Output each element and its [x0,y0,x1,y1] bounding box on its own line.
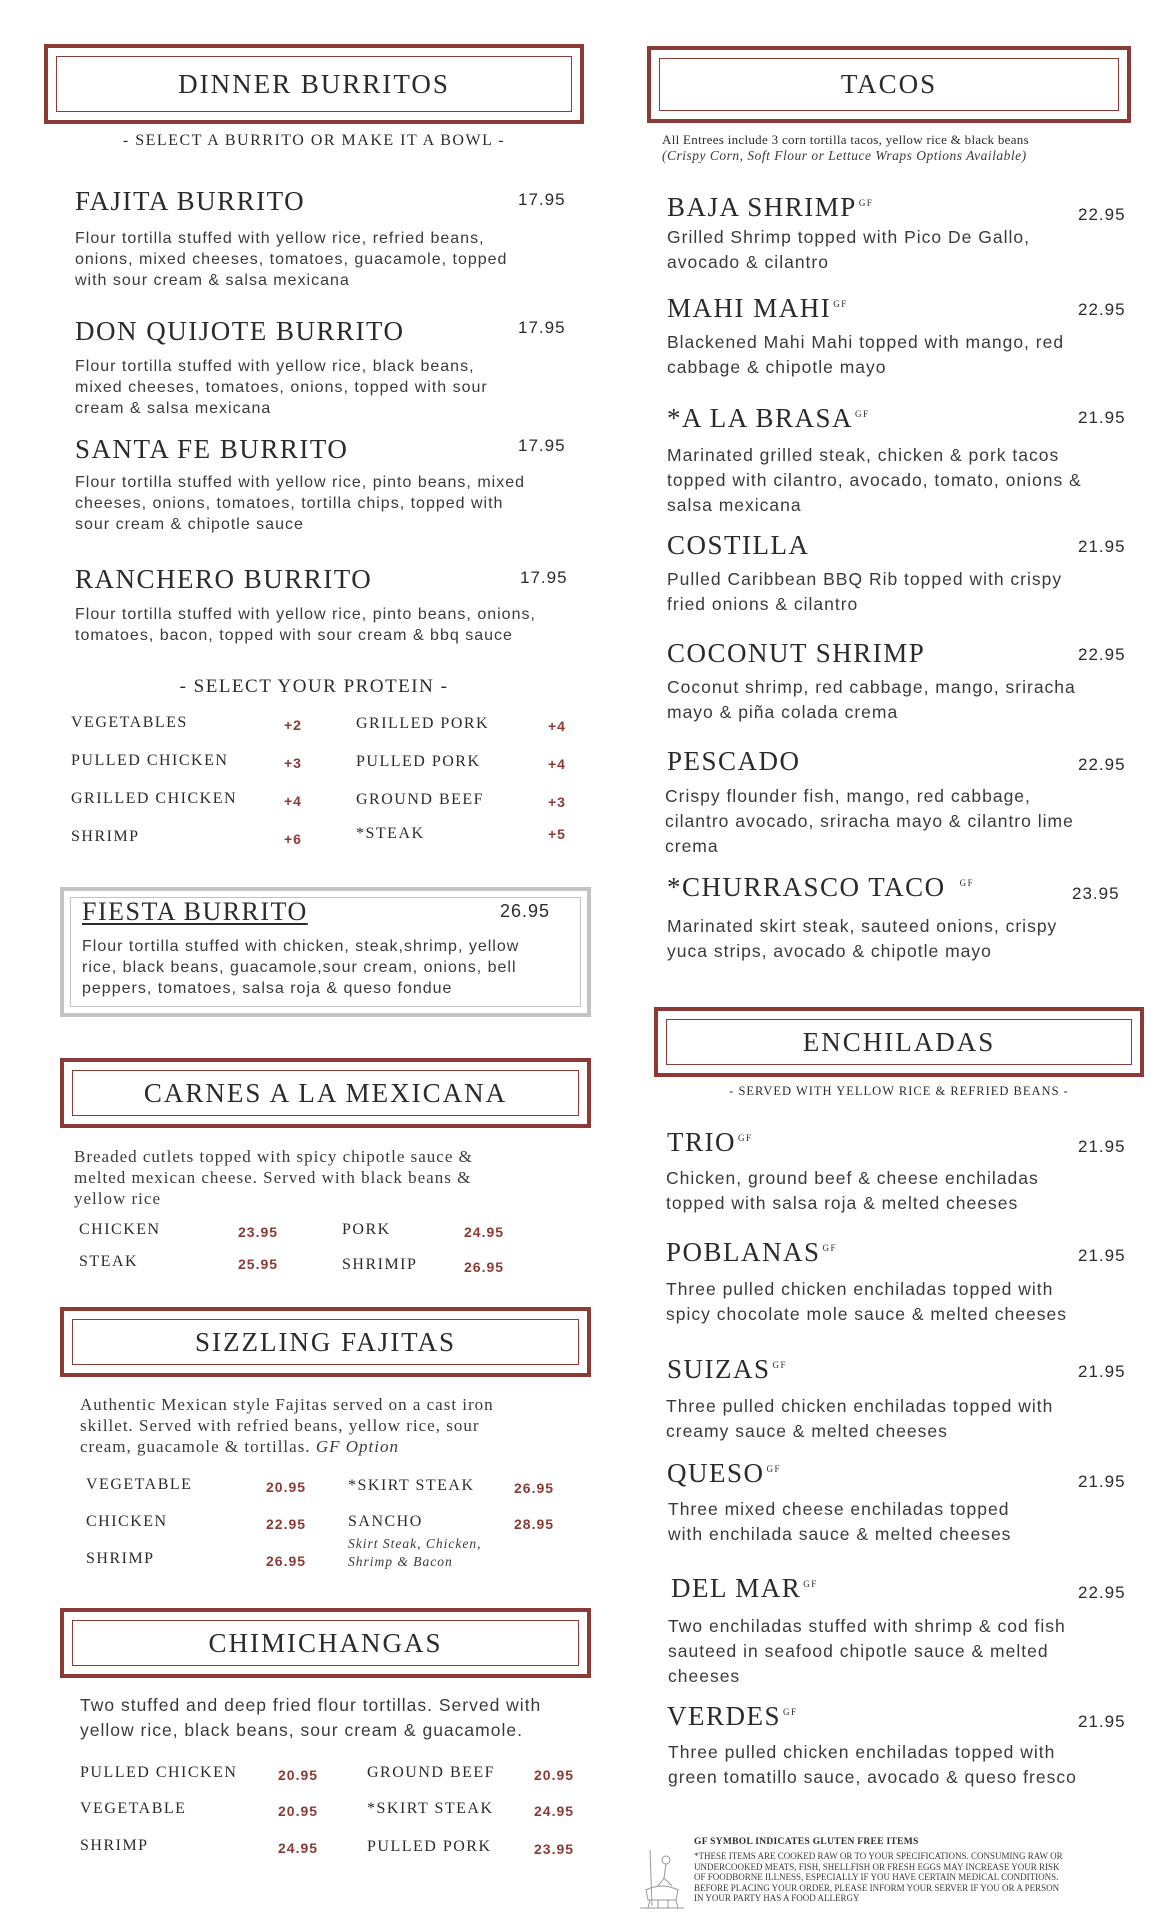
gf-badge: GF [858,198,874,208]
chimi-option-name: VEGETABLE [80,1800,187,1817]
disclaimer-line: BEFORE PLACING YOUR ORDER, PLEASE INFORM YOUR SERVER IF YOU OR A PERSON [694,1882,1060,1893]
enchilada-name-text: VERDES [667,1701,782,1731]
note-line: Skirt Steak, Chicken, [348,1536,482,1551]
enchilada-name-text: SUIZAS [667,1354,771,1384]
desc-line: Marinated grilled steak, chicken & pork tacos [667,445,1060,465]
desc-line: rice, black beans, guacamole,sour cream, onions, bell [82,959,517,976]
desc-line: Flour tortilla stuffed with yellow rice, black beans, [75,358,475,375]
desc-line: Marinated skirt steak, sauteed onions, crispy [667,916,1058,936]
enchilada-name [667,1701,798,1732]
desc-line: cheeses, onions, tomatoes, tortilla chips, topped with [75,495,504,512]
taco-name-text: *A LA BRASA [667,403,854,433]
fajitas-option-price: 20.95 [266,1479,307,1495]
taco-desc [667,914,1127,964]
desc-line: crema [665,836,719,856]
desc-line: Crispy flounder fish, mango, red cabbage, [665,786,1031,806]
desc-line: cilantro avocado, sriracha mayo & cilantro lime [665,811,1074,831]
gf-badge: GF [803,1579,818,1589]
desc-line: salsa mexicana [667,495,802,515]
desc-line: Chicken, ground beef & cheese enchiladas [666,1168,1039,1188]
burritos-subtitle: - SELECT A BURRITO OR MAKE IT A BOWL - [122,132,506,149]
enchilada-name-text: DEL MAR [671,1573,802,1603]
desc-line: Blackened Mahi Mahi topped with mango, red [667,332,1065,352]
enchilada-name [671,1573,818,1604]
desc-line: Two stuffed and deep fried flour tortillas. Served with [80,1695,542,1715]
fajitas-option-price: 22.95 [266,1516,307,1532]
desc-line: mayo & piña colada crema [667,702,899,722]
gf-badge: GF [959,878,975,888]
desc-line: peppers, tomatoes, salsa roja & queso fondue [82,980,453,997]
protein-name: SHRIMP [71,828,140,845]
enchiladas-header [654,1007,1144,1077]
taco-name [667,192,873,223]
taco-desc [667,443,1137,518]
chimi-option-price: 24.95 [534,1803,575,1819]
chimichangas-title: CHIMICHANGAS [208,1627,443,1658]
dinner-burritos-header [44,44,584,124]
chimi-option-name: GROUND BEEF [367,1764,496,1781]
desc-line: cream, guacamole & tortillas. [80,1437,311,1456]
fajitas-option-name: SHRIMP [86,1550,155,1567]
desc-line: avocado & cilantro [667,252,829,272]
enchilada-desc [668,1497,1138,1547]
protein-price: +6 [284,831,302,847]
fiesta-burrito-name: FIESTA BURRITO [82,897,308,926]
chimi-option-name: SHRIMP [80,1837,149,1854]
fiesta-burrito-price: 26.95 [500,901,551,921]
enchilada-desc [666,1166,1136,1216]
taco-price: 22.95 [1078,300,1126,319]
desc-line: creamy sauce & melted cheeses [666,1421,948,1441]
desc-line: green tomatillo sauce, avocado & queso fresco [668,1767,1077,1787]
desc-line: Flour tortilla stuffed with chicken, steak,shrimp, yellow [82,938,520,955]
chimi-option-name: PULLED CHICKEN [80,1764,238,1781]
enchilada-name-text: QUESO [667,1458,765,1488]
enchilada-price: 21.95 [1078,1712,1126,1731]
don-quijote-illustration-icon [636,1846,686,1910]
enchilada-desc [666,1394,1136,1444]
desc-line: spicy chocolate mole sauce & melted cheeses [666,1304,1067,1324]
protein-name: GRILLED CHICKEN [71,790,238,807]
carnes-option-price: 25.95 [238,1256,279,1272]
protein-price: +4 [284,793,302,809]
enchilada-name [666,1237,837,1268]
fajitas-option-price: 28.95 [514,1516,555,1532]
desc-line: Coconut shrimp, red cabbage, mango, sriracha [667,677,1076,697]
desc-line: onions, mixed cheeses, tomatoes, guacamole, topped [75,251,508,268]
fiesta-burrito-desc [82,936,582,999]
gf-option-note: GF Option [315,1437,399,1456]
chimi-option-name: PULLED PORK [367,1838,492,1855]
desc-line: Pulled Caribbean BBQ Rib topped with crispy [667,569,1063,589]
chimi-option-price: 23.95 [534,1841,575,1857]
note-line: Shrimp & Bacon [348,1554,453,1569]
gf-badge: GF [766,1464,782,1474]
desc-line: fried onions & cilantro [667,594,859,614]
enchilada-desc [666,1277,1136,1327]
carnes-option-name: STEAK [79,1253,139,1270]
desc-line: topped with salsa roja & melted cheeses [666,1193,1019,1213]
raw-food-disclaimer [694,1851,1154,1904]
chimichangas-desc [80,1693,610,1743]
protein-price: +4 [548,718,566,734]
enchilada-name-text: TRIO [667,1127,736,1157]
chimi-option-price: 20.95 [534,1767,575,1783]
taco-price: 23.95 [1072,884,1120,903]
taco-name-text: PESCADO [667,746,801,776]
protein-price: +4 [548,756,566,772]
disclaimer-line: OF FOODBORNE ILLNESS, ESPECIALLY IF YOU HAVE CERTAIN MEDICAL CONDITIONS. [694,1872,1059,1882]
taco-desc [665,784,1135,859]
desc-line: sour cream & chipotle sauce [75,516,304,533]
desc-line: tomatoes, bacon, topped with sour cream & bbq sauce [75,627,513,644]
burrito-name: FAJITA BURRITO [75,186,306,216]
tacos-header [647,46,1131,123]
gf-badge: GF [855,409,870,419]
taco-name-text: BAJA SHRIMP [667,192,857,222]
enchilada-price: 21.95 [1078,1472,1126,1491]
taco-name-text: MAHI MAHI [667,293,832,323]
taco-price: 21.95 [1078,537,1126,556]
burrito-price: 17.95 [518,436,566,455]
burrito-name: RANCHERO BURRITO [75,564,373,594]
burrito-price: 17.95 [520,568,568,587]
protein-name: PULLED PORK [356,753,481,770]
taco-name [667,530,810,561]
tacos-title: TACOS [840,69,938,99]
chimi-option-price: 24.95 [278,1840,319,1856]
desc-line: Three pulled chicken enchiladas topped with [666,1396,1054,1416]
taco-price: 22.95 [1078,645,1126,664]
desc-line: Flour tortilla stuffed with yellow rice, pinto beans, onions, [75,606,536,623]
taco-name [667,403,870,434]
carnes-option-name: SHRIMIP [342,1256,418,1273]
desc-line: with enchilada sauce & melted cheeses [668,1524,1012,1544]
taco-name [667,872,974,903]
carnes-option-price: 24.95 [464,1224,505,1240]
desc-line: sauteed in seafood chipotle sauce & melted [668,1641,1049,1661]
fajitas-option-price: 26.95 [514,1480,555,1496]
enchilada-price: 21.95 [1078,1362,1126,1381]
gf-symbol-note: GF SYMBOL INDICATES GLUTEN FREE ITEMS [694,1837,919,1847]
gf-badge: GF [738,1133,753,1143]
carnes-option-name: PORK [342,1221,391,1238]
protein-price: +3 [284,755,302,771]
burrito-price: 17.95 [518,190,566,209]
carnes-desc [74,1146,594,1209]
enchilada-name [667,1458,781,1489]
fajitas-option-name: SANCHO [348,1513,423,1530]
desc-line: topped with cilantro, avocado, tomato, onions & [667,470,1082,490]
taco-desc [667,567,1127,617]
disclaimer-line: IN YOUR PARTY HAS A FOOD ALLERGY [694,1893,860,1903]
taco-name-text: COCONUT SHRIMP [667,638,926,668]
burrito-desc [75,472,575,535]
protein-name: PULLED CHICKEN [71,752,229,769]
desc-line: mixed cheeses, tomatoes, onions, topped with sour [75,379,488,396]
fajitas-title: SIZZLING FAJITAS [194,1326,457,1357]
taco-desc [667,225,1127,275]
carnes-header [60,1058,591,1128]
desc-line: cheeses [668,1666,741,1686]
taco-price: 21.95 [1078,408,1126,427]
desc-line: Flour tortilla stuffed with yellow rice, refried beans, [75,230,485,247]
desc-line: Three pulled chicken enchiladas topped with [668,1742,1056,1762]
sancho-note [348,1535,481,1571]
enchilada-name [667,1127,753,1158]
disclaimer-line: UNDERCOOKED MEATS, FISH, SHELLFISH OR FRESH EGGS MAY INCREASE YOUR RISK [694,1861,1060,1872]
fajitas-option-name: CHICKEN [86,1513,168,1530]
taco-name-text: *CHURRASCO TACO [667,872,946,902]
burrito-desc [75,228,575,291]
enchilada-name-text: POBLANAS [666,1237,821,1267]
chimi-option-price: 20.95 [278,1767,319,1783]
enchilada-price: 22.95 [1078,1583,1126,1602]
enchilada-name [667,1354,787,1385]
chimi-option-name: *SKIRT STEAK [367,1800,494,1817]
desc-line: yuca strips, avocado & chipotle mayo [667,941,992,961]
desc-line: Three pulled chicken enchiladas topped with [666,1279,1054,1299]
desc-line: yellow rice [74,1189,161,1208]
taco-name [667,746,801,777]
desc-line: with sour cream & salsa mexicana [75,272,350,289]
fajitas-option-name: VEGETABLE [86,1476,193,1493]
burrito-name: DON QUIJOTE BURRITO [75,316,405,346]
enchilada-desc [668,1740,1138,1790]
taco-price: 22.95 [1078,755,1126,774]
taco-name [667,293,848,324]
desc-line: Grilled Shrimp topped with Pico De Gallo, [667,227,1030,247]
tacos-options-note: (Crispy Corn, Soft Flour or Lettuce Wraps Options Available) [662,148,1027,163]
desc-line: melted mexican cheese. Served with black beans & [74,1168,472,1187]
enchiladas-subtitle: - SERVED WITH YELLOW RICE & REFRIED BEANS - [729,1084,1069,1098]
burrito-price: 17.95 [518,318,566,337]
gf-badge: GF [783,1707,798,1717]
desc-line: yellow rice, black beans, sour cream & guacamole. [80,1720,523,1740]
burrito-desc [75,604,595,646]
dinner-burritos-title: DINNER BURRITOS [178,68,450,99]
carnes-title: CARNES A LA MEXICANA [143,1077,508,1108]
carnes-option-price: 26.95 [464,1259,505,1275]
taco-desc [667,330,1127,380]
desc-line: cream & salsa mexicana [75,400,272,417]
fajitas-header [60,1307,591,1377]
fajitas-option-name: *SKIRT STEAK [348,1477,475,1494]
burrito-desc [75,356,575,419]
protein-price: +3 [548,794,566,810]
chimi-option-price: 20.95 [278,1803,319,1819]
gf-badge: GF [772,1360,788,1370]
desc-line: Three mixed cheese enchiladas topped [668,1499,1010,1519]
protein-name: *STEAK [356,825,425,842]
desc-line: cabbage & chipotle mayo [667,357,887,377]
protein-name: GROUND BEEF [356,791,485,808]
taco-name [667,638,925,669]
protein-name: VEGETABLES [71,714,188,731]
desc-line: Flour tortilla stuffed with yellow rice, pinto beans, mixed [75,474,525,491]
protein-title: - SELECT YOUR PROTEIN - [179,676,449,697]
fajitas-desc [80,1394,600,1457]
enchilada-price: 21.95 [1078,1246,1126,1265]
desc-line: Breaded cutlets topped with spicy chipotle sauce & [74,1147,473,1166]
carnes-option-price: 23.95 [238,1224,279,1240]
gf-badge: GF [822,1243,838,1253]
disclaimer-line: *THESE ITEMS ARE COOKED RAW OR TO YOUR SPECIFICATIONS. CONSUMING RAW OR [694,1851,1063,1861]
chimichangas-header [60,1608,591,1678]
gf-badge: GF [833,299,848,309]
protein-price: +2 [284,717,302,733]
enchilada-desc [668,1614,1138,1689]
taco-price: 22.95 [1078,205,1126,224]
protein-name: GRILLED PORK [356,715,490,732]
tacos-note: All Entrees include 3 corn tortilla tacos, yellow rice & black beans [662,132,1029,147]
desc-line: Two enchiladas stuffed with shrimp & cod fish [668,1616,1066,1636]
carnes-option-name: CHICKEN [79,1221,161,1238]
desc-line: Authentic Mexican style Fajitas served on a cast iron [80,1395,494,1414]
taco-desc [667,675,1127,725]
burrito-name: SANTA FE BURRITO [75,434,349,464]
enchiladas-title: ENCHILADAS [802,1026,996,1057]
desc-line: skillet. Served with refried beans, yellow rice, sour [80,1416,480,1435]
fajitas-option-price: 26.95 [266,1553,307,1569]
enchilada-price: 21.95 [1078,1137,1126,1156]
taco-name-text: COSTILLA [667,530,810,560]
protein-price: +5 [548,826,566,842]
